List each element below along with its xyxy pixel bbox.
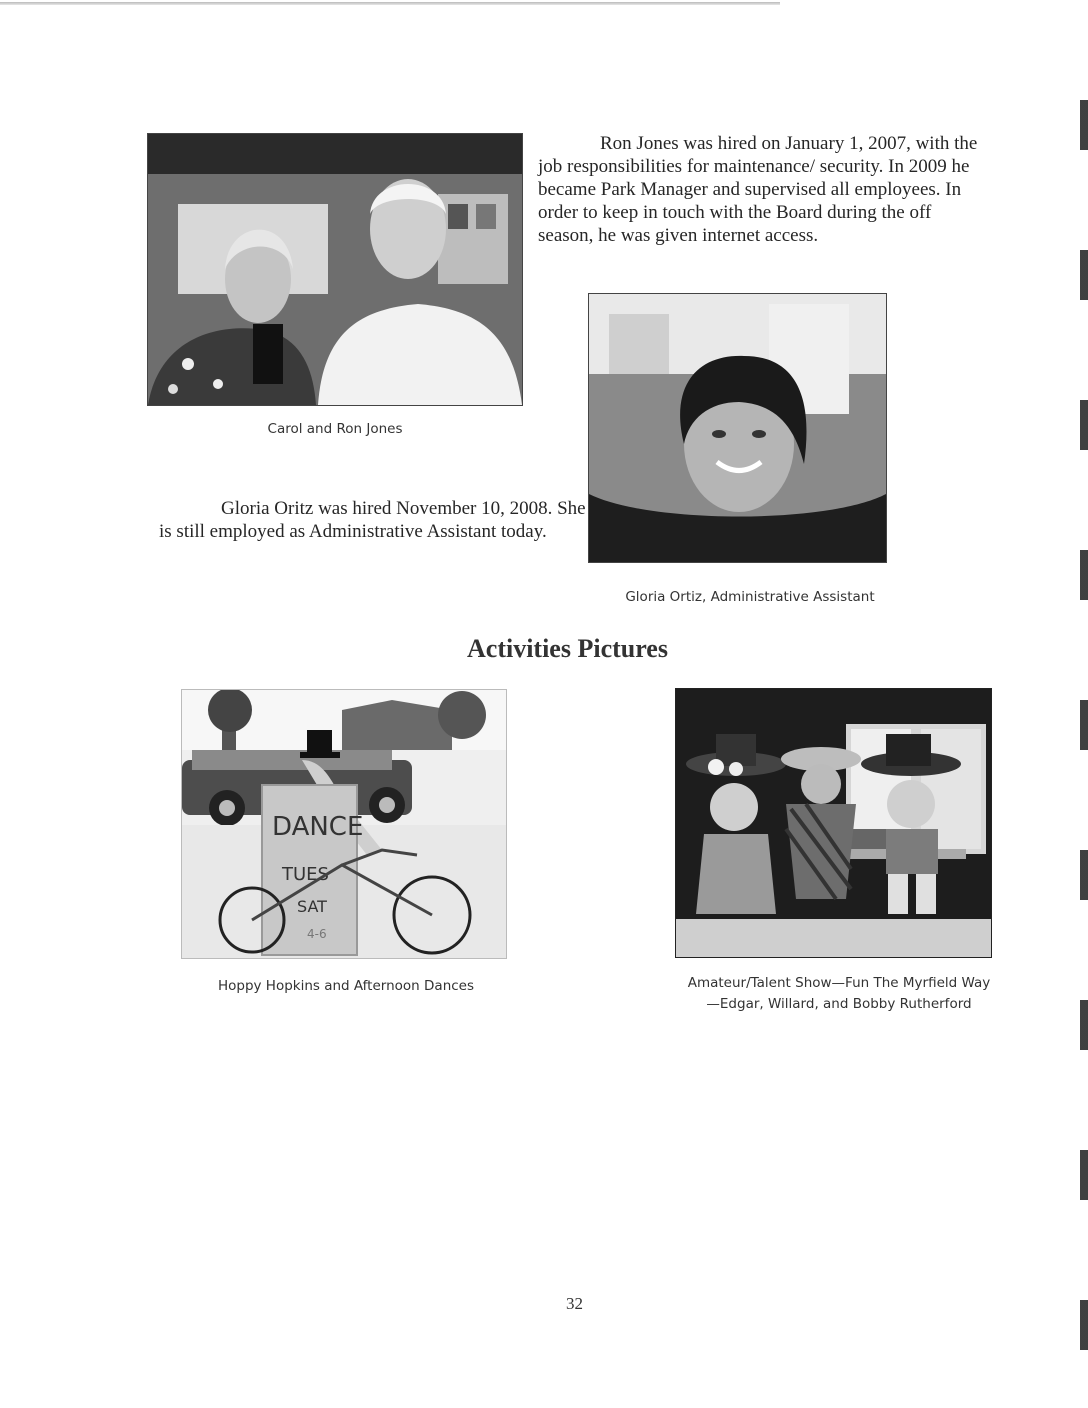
- photo-carol-ron-jones: [147, 133, 523, 406]
- caption-carol-ron: Carol and Ron Jones: [267, 421, 403, 437]
- dance-sign-line3: SAT: [297, 897, 327, 916]
- paragraph-ron-jones: Ron Jones was hired on January 1, 2007, with the job responsibilities for maintenance/ security. In 2009 he became Park Manager and supervised all employees. In order to keep in touch with the Board during the off season, he was given internet access.: [538, 133, 978, 246]
- page-number: 32: [566, 1294, 583, 1313]
- caption-talent-show: Amateur/Talent Show—Fun The Myrfield Way—Edgar, Willard, and Bobby Rutherford: [687, 975, 991, 1012]
- dance-sign-line4: 4-6: [307, 927, 327, 941]
- photo-gloria-ortiz: [588, 293, 887, 563]
- caption-gloria: Gloria Ortiz, Administrative Assistant: [625, 589, 875, 605]
- dance-sign-line1: DANCE: [272, 812, 364, 842]
- dance-sign-line2: TUES: [282, 864, 329, 885]
- caption-hoppy: Hoppy Hopkins and Afternoon Dances: [217, 978, 475, 994]
- page-edge: [0, 2, 780, 5]
- section-heading: Activities Pictures: [467, 634, 668, 663]
- photo-hoppy-hopkins: [181, 689, 507, 959]
- photo-talent-show: [675, 688, 992, 958]
- binding-edge: [1080, 40, 1088, 1408]
- paragraph-gloria-ortiz: Gloria Oritz was hired November 10, 2008. She is still employed as Administrative Assistant today.: [159, 498, 586, 542]
